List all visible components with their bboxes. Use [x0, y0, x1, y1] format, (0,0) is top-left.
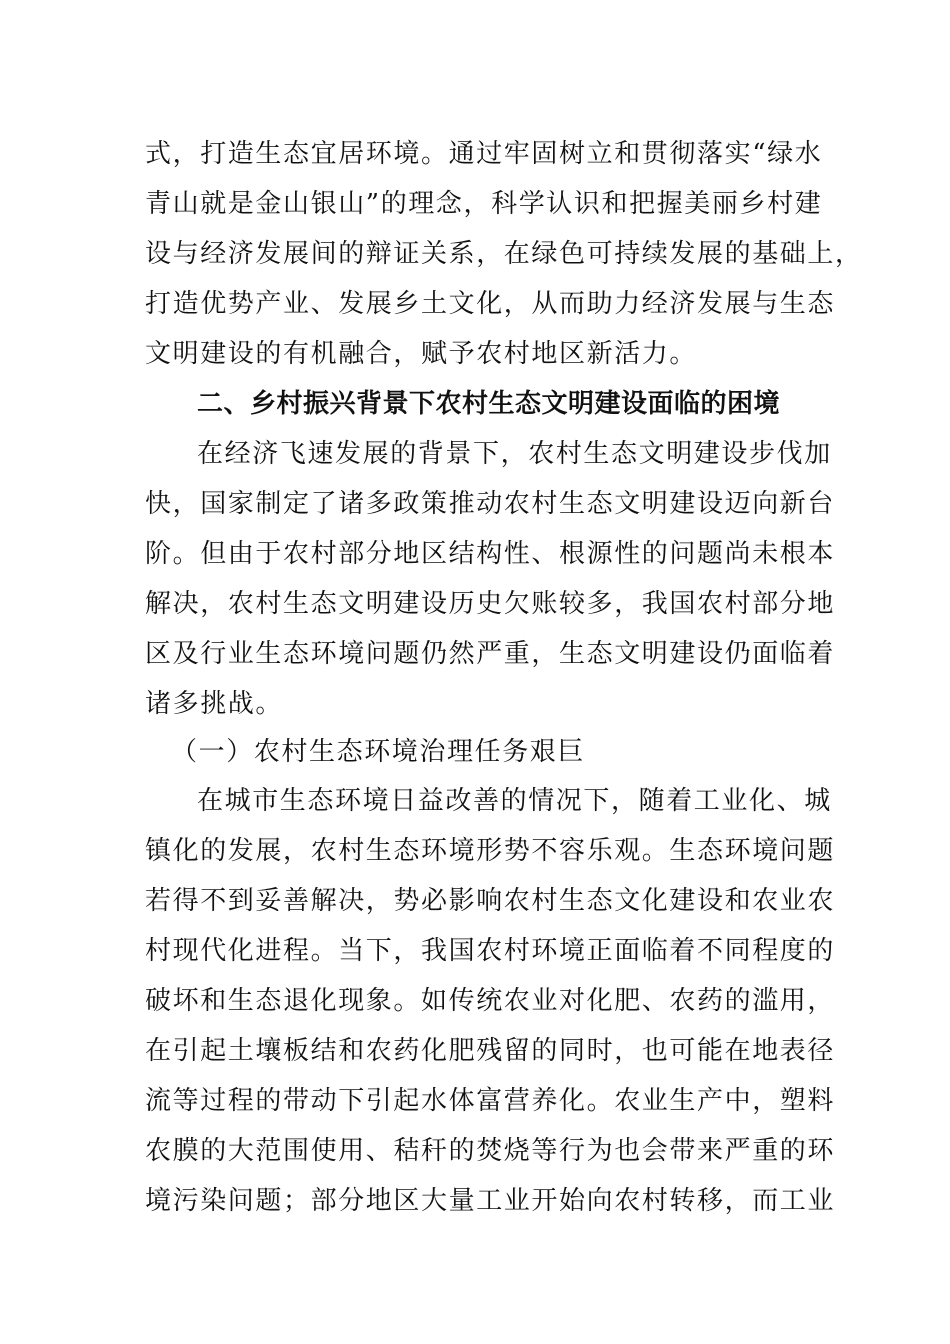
paragraph-line: 区及行业生态环境问题仍然严重，生态文明建设仍面临着 — [145, 639, 836, 669]
paragraph-line: 快，国家制定了诸多政策推动农村生态文明建设迈向新台 — [145, 489, 836, 519]
paragraph-line: 破坏和生态退化现象。如传统农业对化肥、农药的滥用， — [145, 986, 836, 1016]
paragraph-line: 阶。但由于农村部分地区结构性、根源性的问题尚未根本 — [145, 539, 836, 569]
paragraph-line: 文明建设的有机融合，赋予农村地区新活力。 — [145, 339, 698, 369]
paragraph-line: 流等过程的带动下引起水体富营养化。农业生产中，塑料 — [145, 1086, 836, 1116]
subsection-heading: （一）农村生态环境治理任务艰巨 — [171, 737, 586, 767]
paragraph-line: 青山就是金山银山”的理念，科学认识和把握美丽乡村建 — [145, 189, 823, 219]
paragraph-line: 解决，农村生态文明建设历史欠账较多，我国农村部分地 — [145, 589, 836, 619]
paragraph-line: 镇化的发展，农村生态环境形势不容乐观。生态环境问题 — [145, 836, 836, 866]
paragraph-line: 若得不到妥善解决，势必影响农村生态文化建设和农业农 — [145, 886, 836, 916]
paragraph-line: 农膜的大范围使用、秸秆的焚烧等行为也会带来严重的环 — [145, 1136, 836, 1166]
paragraph-line: 在经济飞速发展的背景下，农村生态文明建设步伐加 — [197, 439, 832, 469]
paragraph-line: 境污染问题；部分地区大量工业开始向农村转移，而工业 — [145, 1186, 836, 1216]
paragraph-line: 设与经济发展间的辩证关系，在绿色可持续发展的基础上， — [145, 239, 863, 269]
paragraph-line: 在城市生态环境日益改善的情况下，随着工业化、城 — [197, 786, 832, 816]
section-heading: 二、乡村振兴背景下农村生态文明建设面临的困境 — [197, 389, 781, 419]
paragraph-line: 打造优势产业、发展乡土文化，从而助力经济发展与生态 — [145, 289, 836, 319]
paragraph-line: 式，打造生态宜居环境。通过牢固树立和贯彻落实“绿水 — [145, 139, 823, 169]
paragraph-line: 在引起土壤板结和农药化肥残留的同时，也可能在地表径 — [145, 1036, 836, 1066]
paragraph-line: 村现代化进程。当下，我国农村环境正面临着不同程度的 — [145, 936, 836, 966]
paragraph-line: 诸多挑战。 — [145, 689, 284, 719]
